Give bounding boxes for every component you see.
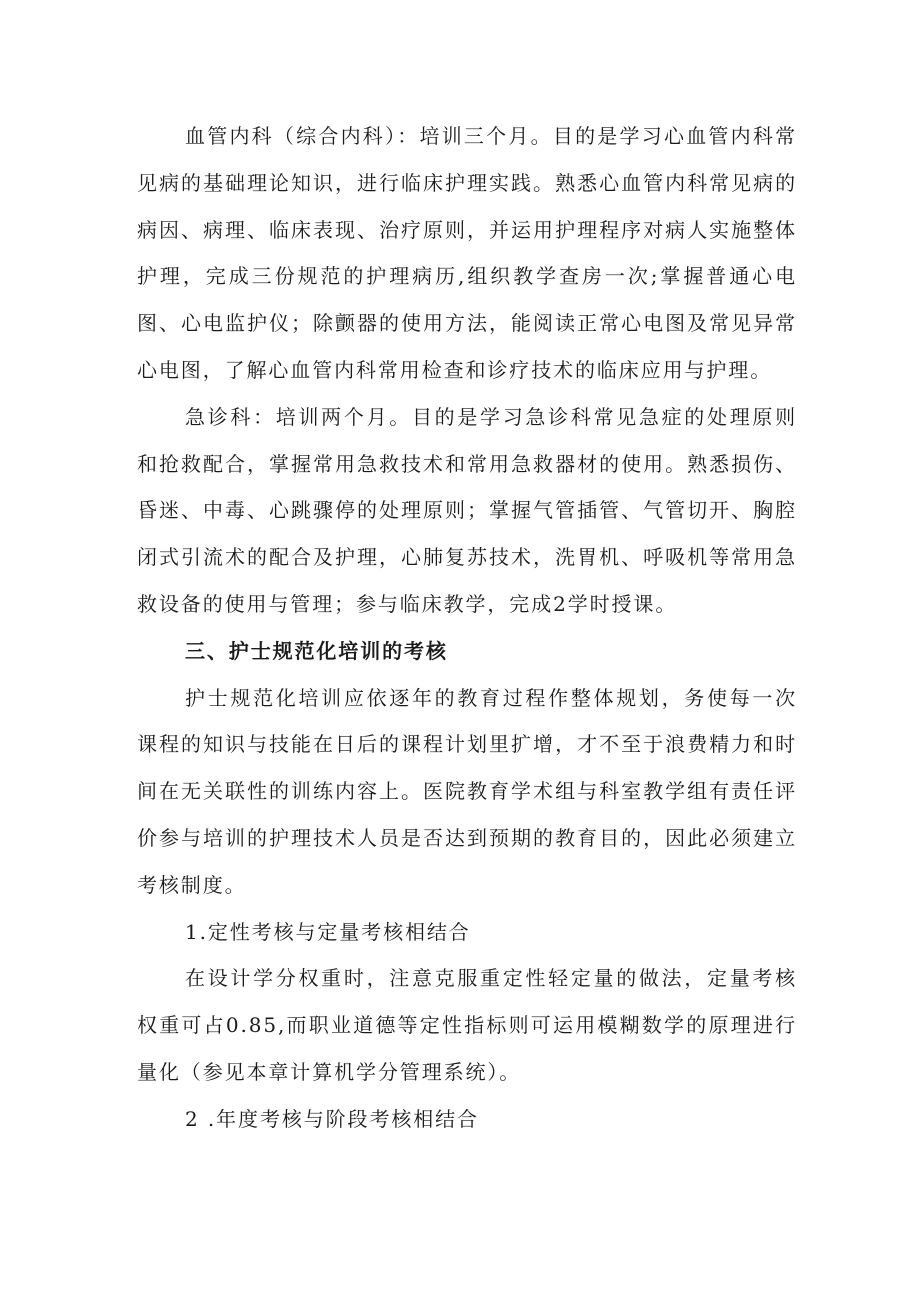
paragraph-cardiology: 血管内科（综合内科）：培训三个月。目的是学习心血管内科常见病的基础理论知识，进行临床护理实践。熟悉心血管内科常见病的病因、病理、临床表现、治疗原则，并运用护理程序对病人实施整体护理，完成三份规范的护理病历,组织教学查房一次;掌握普通心电图、心电监护仪；除颤器的使用方法，能阅读正常心电图及常见异常心电图，了解心血管内科常用检查和诊疗技术的临床应用与护理。 xyxy=(137,124,797,382)
item-2-heading: 2 .年度考核与阶段考核相结合 xyxy=(185,1106,479,1131)
section-3-heading: 三、护士规范化培训的考核 xyxy=(185,638,448,663)
document-page xyxy=(137,113,797,1143)
item-1-heading: 1.定性考核与定量考核相结合 xyxy=(185,919,471,944)
paragraph-section-3-body: 护士规范化培训应依逐年的教育过程作整体规划，务使每一次课程的知识与技能在日后的课程计划里扩增，才不至于浪费精力和时间在无关联性的训练内容上。医院教育学术组与科室教学组有责任评价参与培训的护理技术人员是否达到预期的教育目的，因此必须建立考核制度。 xyxy=(137,685,797,897)
paragraph-item-1-body: 在设计学分权重时，注意克服重定性轻定量的做法，定量考核权重可占0.85,而职业道德等定性指标则可运用模糊数学的原理进行量化（参见本章计算机学分管理系统）。 xyxy=(137,966,797,1084)
paragraph-emergency: 急诊科：培训两个月。目的是学习急诊科常见急症的处理原则和抢救配合，掌握常用急救技术和常用急救器材的使用。熟悉损伤、昏迷、中毒、心跳骤停的处理原则；掌握气管插管、气管切开、胸腔闭式引流术的配合及护理，心肺复苏技术，洗胃机、呼吸机等常用急救设备的使用与管理；参与临床教学，完成2学时授课。 xyxy=(137,404,797,616)
